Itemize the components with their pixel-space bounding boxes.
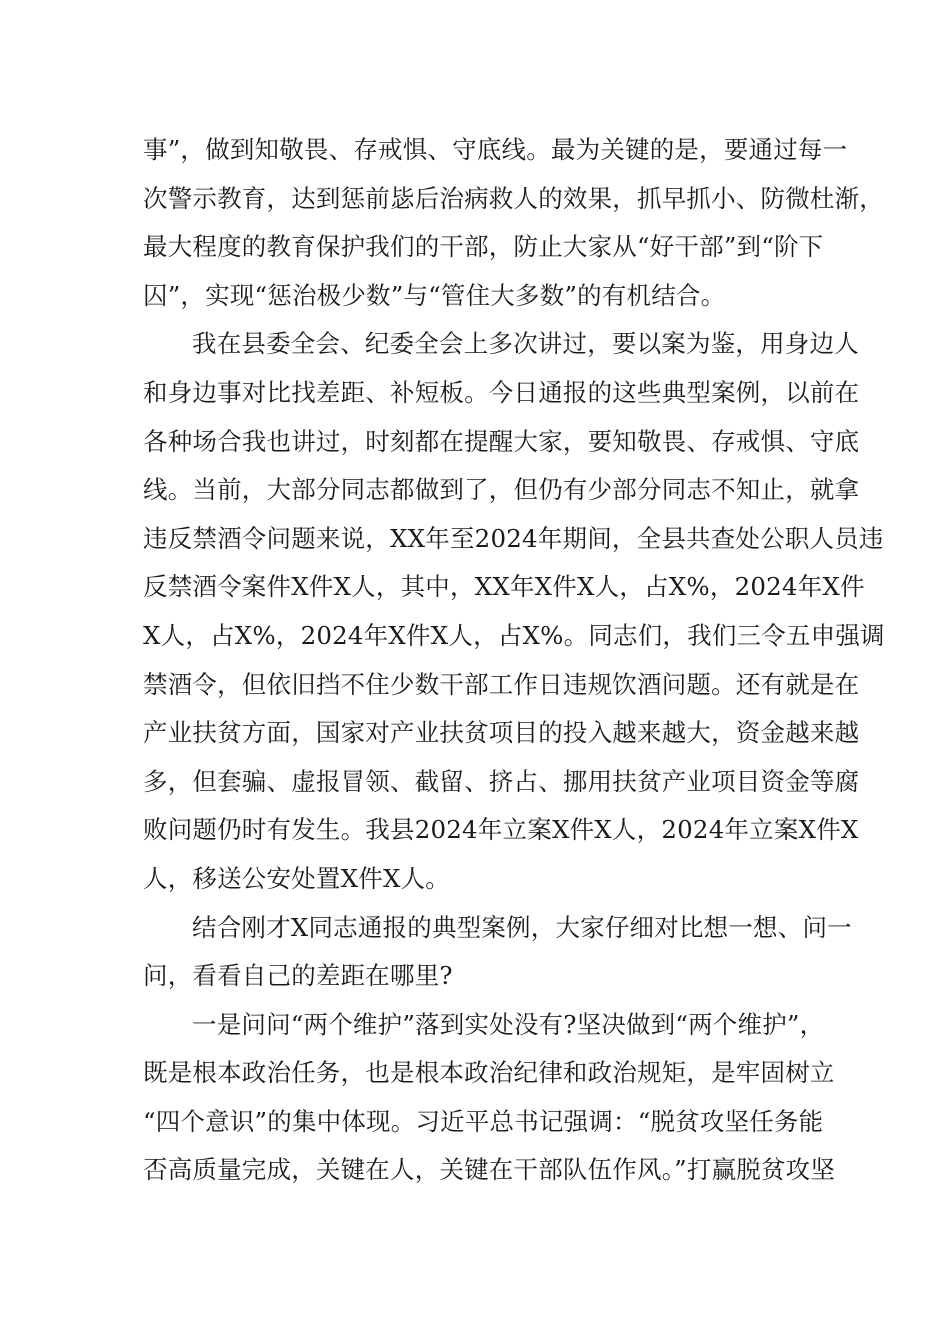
text-line: 违反禁酒令问题来说，XX年至2024年期间，全县共查处公职人员违: [143, 523, 884, 553]
text-line: 多，但套骗、虚报冒领、截留、挤占、挪用扶贫产业项目资金等腐: [143, 766, 860, 796]
text-line: 产业扶贫方面，国家对产业扶贫项目的投入越来越大，资金越来越: [143, 718, 860, 748]
text-line: 次警示教育，达到惩前毖后治病救人的效果，抓早抓小、防微杜渐，: [143, 183, 884, 213]
text-line: 和身边事对比找差距、补短板。今日通报的这些典型案例，以前在: [143, 377, 860, 407]
text-line: 线。当前，大部分同志都做到了，但仍有少部分同志不知止，就拿: [143, 475, 860, 505]
text-line: 各种场合我也讲过，时刻都在提醒大家，要知敬畏、存戒惧、守底: [143, 426, 860, 456]
text-line: 反禁酒令案件X件X人，其中，XX年X件X人，占X%，2024年X件: [143, 572, 865, 602]
text-line: 结合刚才X同志通报的典型案例，大家仔细对比想一想、问一: [192, 912, 852, 942]
text-line: 人，移送公安处置X件X人。: [143, 863, 450, 893]
text-line: 一是问问“两个维护”落到实处没有?坚决做到“两个维护”，: [192, 1009, 825, 1039]
text-line: 最大程度的教育保护我们的干部，防止大家从“好干部”到“阶下: [143, 232, 824, 262]
text-line: 否高质量完成，关键在人，关键在干部队伍作风。”打赢脱贫攻坚: [143, 1155, 836, 1185]
text-line: 囚”，实现“惩治极少数”与“管住大多数”的有机结合。: [143, 280, 726, 310]
text-line: 败问题仍时有发生。我县2024年立案X件X人，2024年立案X件X: [143, 815, 859, 845]
text-line: 禁酒令，但依旧挡不住少数干部工作日违规饮酒问题。还有就是在: [143, 669, 860, 699]
text-line: 既是根本政治任务，也是根本政治纪律和政治规矩，是牢固树立: [143, 1058, 835, 1088]
text-line: 我在县委全会、纪委全会上多次讲过，要以案为鉴，用身边人: [192, 329, 859, 359]
text-line: 事”，做到知敬畏、存戒惧、守底线。最为关键的是，要通过每一: [143, 135, 848, 164]
text-line: X人，占X%，2024年X件X人，占X%。同志们，我们三令五申强调: [143, 620, 885, 650]
text-line: 问，看看自己的差距在哪里?: [143, 961, 453, 991]
body-text: [143, 126, 885, 1195]
text-line: “四个意识”的集中体现。习近平总书记强调：“脱贫攻坚任务能: [143, 1106, 824, 1136]
